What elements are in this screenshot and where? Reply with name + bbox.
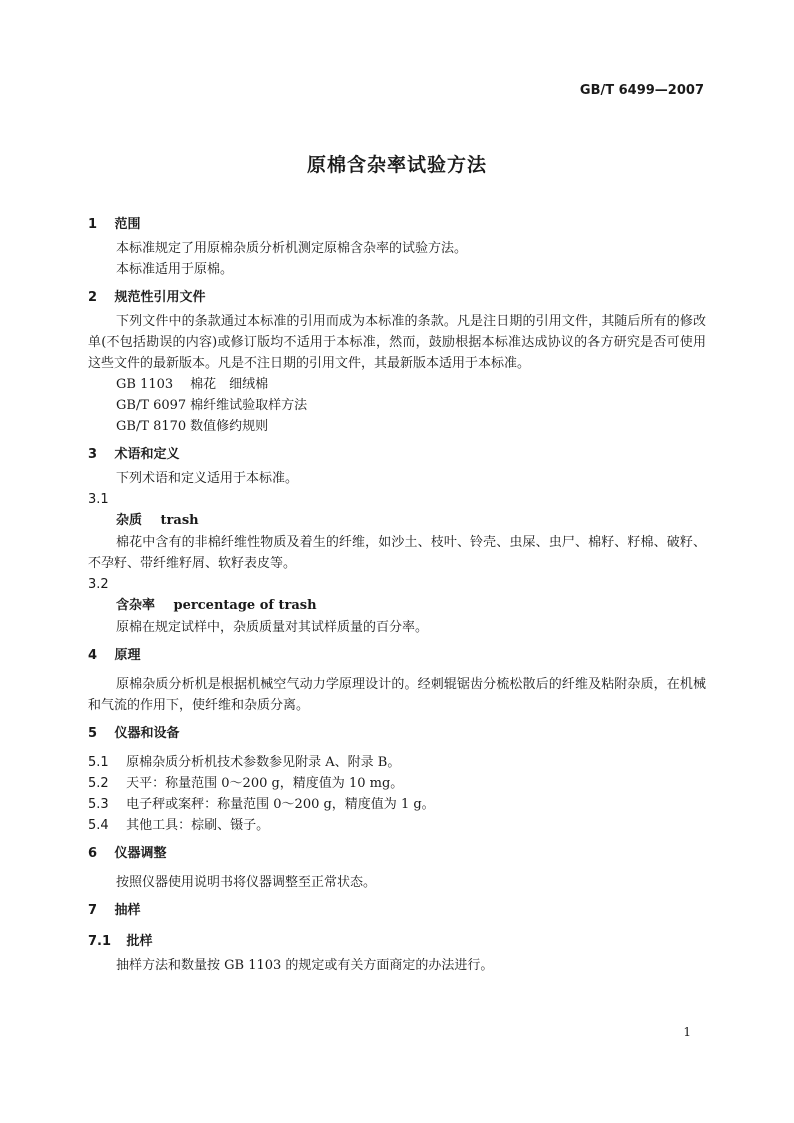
page-number: 1 [683,1025,691,1039]
list-item [88,773,706,794]
item-text: 电子秤或案秤：称量范围 0～200 g，精度值为 1 g。 [126,797,435,812]
section-number: 1 [88,217,98,232]
section-title: 范围 [114,217,141,232]
item-number: 5.4 [88,818,109,833]
section-heading-4 [88,643,706,669]
term-english: trash [160,513,199,528]
term-heading [88,510,706,532]
section-heading-6 [88,841,706,867]
section-title: 抽样 [114,903,141,918]
standard-number: GB/T 6499—2007 [579,83,704,98]
document-title: 原棉含杂率试验方法 [306,154,487,176]
item-text: 天平：称量范围 0～200 g，精度值为 10 mg。 [126,776,404,791]
section-number: 4 [88,648,98,663]
item-text: 原棉杂质分析机技术参数参见附录 A、附录 B。 [126,755,401,770]
section-heading-1 [88,212,706,238]
paragraph: 按照仪器使用说明书将仪器调整至正常状态。 [116,875,377,890]
section-title: 规范性引用文件 [114,290,206,305]
section-number: 2 [88,290,98,305]
term-heading [88,595,706,617]
term-number: 3.2 [88,577,109,592]
section-number: 6 [88,846,98,861]
reference-title: 数值修约规则 [190,419,269,434]
subsection-title: 批样 [126,934,153,949]
section-number: 7 [88,903,98,918]
reference-title: 棉纤维试验取样方法 [190,398,308,413]
paragraph: 本标准规定了用原棉杂质分析机测定原棉含杂率的试验方法。 [116,241,468,256]
list-item [88,794,706,815]
item-text: 其他工具：棕刷、镊子。 [126,818,270,833]
term-definition: 棉花中含有的非棉纤维性物质及着生的纤维，如沙土、枝叶、铃壳、虫屎、虫尸、棉籽、籽棉、破籽、不孕籽、带纤维籽屑、软籽表皮等。 [88,535,706,571]
section-title: 原理 [114,648,141,663]
section-title: 仪器调整 [114,846,167,861]
term-chinese: 杂质 [116,513,143,528]
item-number: 5.1 [88,755,109,770]
reference-item [88,416,706,437]
term-english: percentage of trash [173,598,317,613]
section-heading-5 [88,721,706,747]
reference-title: 棉花 细绒棉 [190,377,269,392]
reference-item [88,395,706,416]
document-body [88,212,706,976]
term-chinese: 含杂率 [116,598,156,613]
reference-code: GB/T 6097 [116,398,187,413]
paragraph: 下列术语和定义适用于本标准。 [116,471,299,486]
section-heading-2 [88,285,706,311]
paragraph: 原棉杂质分析机是根据机械空气动力学原理设计的。经刺辊锯齿分梳松散后的纤维及粘附杂质，在机械和气流的作用下，使纤维和杂质分离。 [88,677,706,713]
paragraph: 抽样方法和数量按 GB 1103 的规定或有关方面商定的办法进行。 [116,958,494,973]
subsection-number: 7.1 [88,934,112,949]
subsection-heading-7-1 [88,929,706,955]
term-number: 3.1 [88,492,109,507]
reference-code: GB/T 8170 [116,419,187,434]
item-number: 5.3 [88,797,109,812]
section-heading-7 [88,898,706,924]
paragraph: 本标准适用于原棉。 [116,262,234,277]
list-item [88,752,706,773]
reference-item [88,374,706,395]
section-heading-3 [88,442,706,468]
item-number: 5.2 [88,776,109,791]
paragraph: 下列文件中的条款通过本标准的引用而成为本标准的条款。凡是注日期的引用文件，其随后所有的修改单(不包括勘误的内容)或修订版均不适用于本标准，然而，鼓励根据本标准达成协议的各方研究是否可使用这些文件的最新版本。凡是不注日期的引用文件，其最新版本适用于本标准。 [88,314,706,371]
list-item [88,815,706,836]
section-number: 5 [88,726,98,741]
section-title: 仪器和设备 [114,726,180,741]
section-number: 3 [88,447,98,462]
section-title: 术语和定义 [114,447,180,462]
reference-code: GB 1103 [116,377,174,392]
term-definition: 原棉在规定试样中，杂质质量对其试样质量的百分率。 [116,620,429,635]
